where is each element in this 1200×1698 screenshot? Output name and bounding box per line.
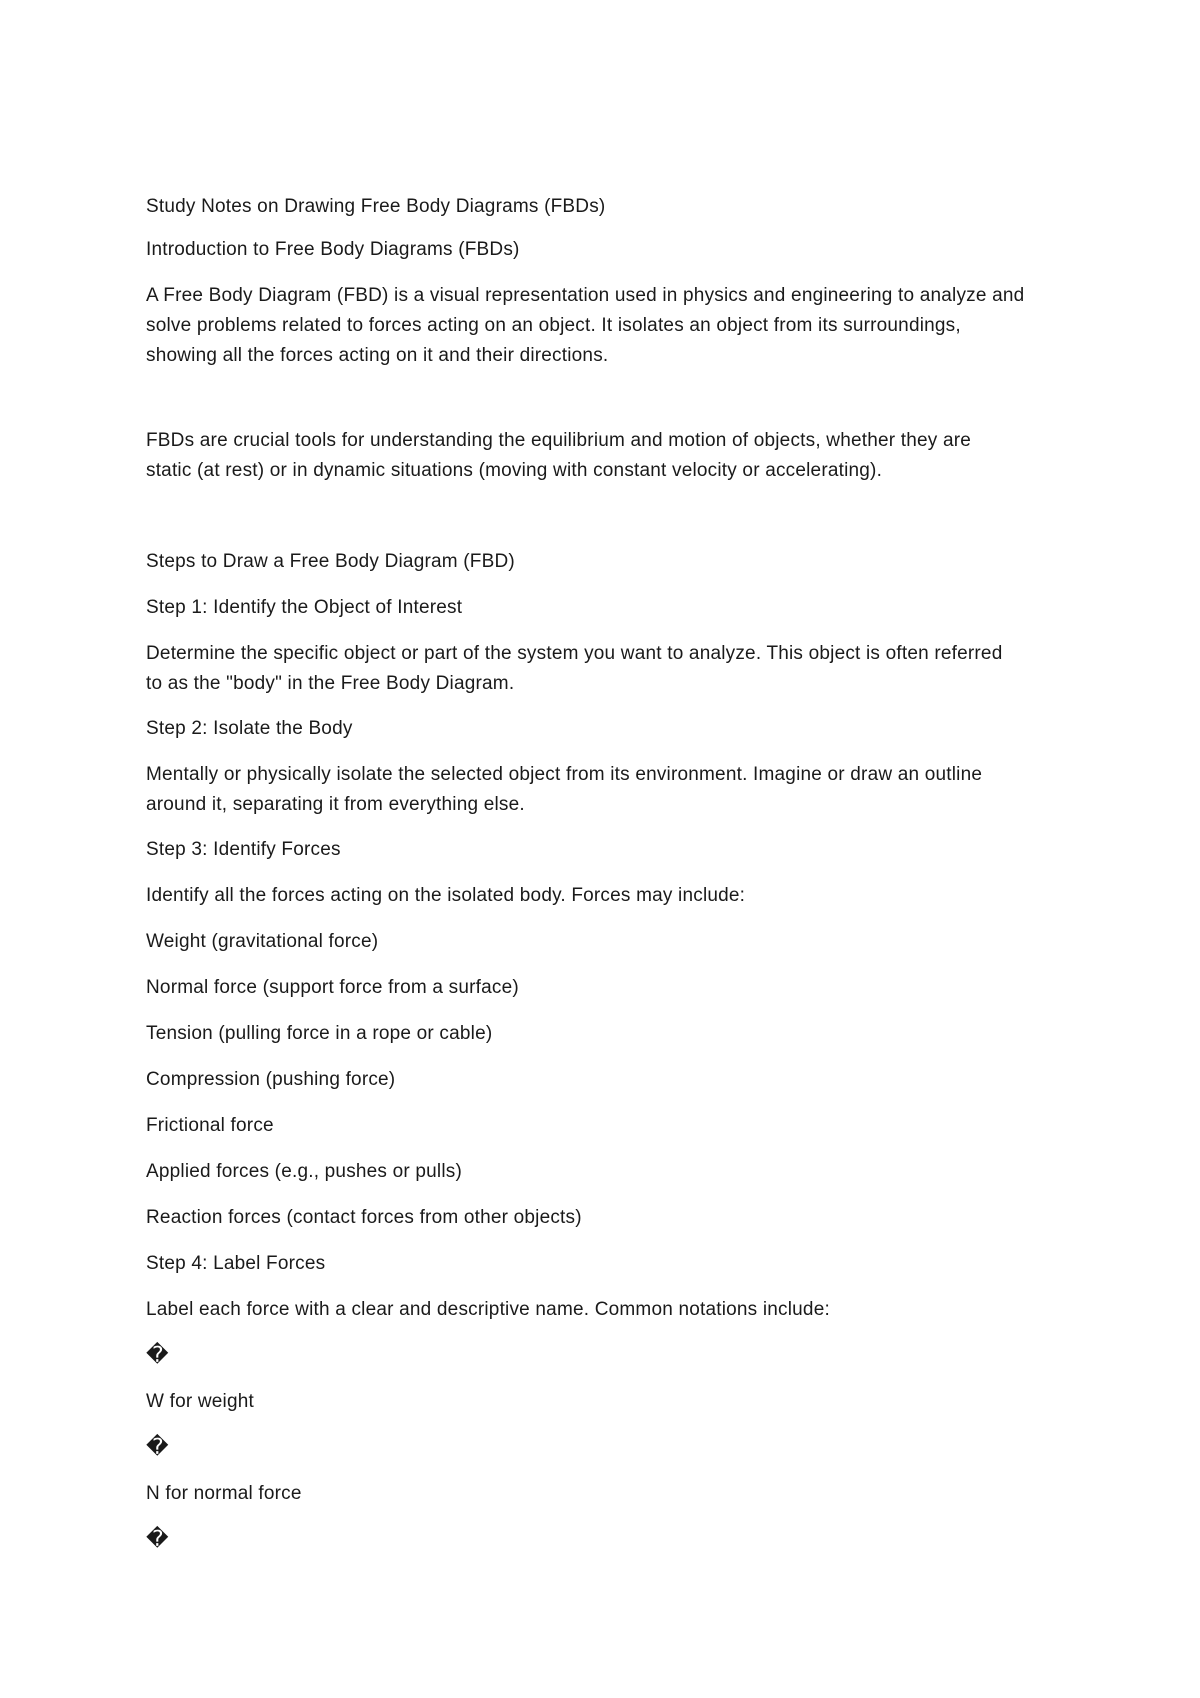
intro-heading: Introduction to Free Body Diagrams (FBDs) xyxy=(146,239,520,260)
step-4-heading: Step 4: Label Forces xyxy=(146,1253,326,1274)
force-item: Tension (pulling force in a rope or cable) xyxy=(146,1023,493,1044)
intro-p2-line: static (at rest) or in dynamic situations (moving with constant velocity or accelerating). xyxy=(146,460,883,481)
step-2-heading: Step 2: Isolate the Body xyxy=(146,718,353,739)
intro-p2-line: FBDs are crucial tools for understanding the equilibrium and motion of objects, whether they are xyxy=(146,430,972,451)
step-3-heading: Step 3: Identify Forces xyxy=(146,839,341,860)
force-item: Applied forces (e.g., pushes or pulls) xyxy=(146,1161,462,1182)
step-2-line: Mentally or physically isolate the selected object from its environment. Imagine or draw an outline xyxy=(146,764,983,785)
step-4-intro: Label each force with a clear and descriptive name. Common notations include: xyxy=(146,1299,830,1320)
force-item: Weight (gravitational force) xyxy=(146,931,379,952)
force-item: Normal force (support force from a surface) xyxy=(146,977,519,998)
document-title: Study Notes on Drawing Free Body Diagrams (FBDs) xyxy=(146,196,606,217)
intro-paragraph-2 xyxy=(146,426,1076,547)
intro-p1-line: A Free Body Diagram (FBD) is a visual representation used in physics and engineering to analyze and xyxy=(146,285,1025,306)
step-2-text xyxy=(146,760,1076,835)
force-item: Frictional force xyxy=(146,1115,274,1136)
forces-list xyxy=(146,927,1076,1249)
replacement-glyph: � xyxy=(146,1527,169,1552)
step-3-intro: Identify all the forces acting on the isolated body. Forces may include: xyxy=(146,885,746,906)
step-1-line: to as the "body" in the Free Body Diagram. xyxy=(146,673,515,694)
step-1-line: Determine the specific object or part of the system you want to analyze. This object is often referred xyxy=(146,643,1003,664)
force-item: Compression (pushing force) xyxy=(146,1069,396,1090)
steps-heading: Steps to Draw a Free Body Diagram (FBD) xyxy=(146,551,515,572)
intro-paragraph-1 xyxy=(146,281,1076,426)
step-1-text xyxy=(146,639,1076,714)
notation-weight: W for weight xyxy=(146,1391,254,1412)
notation-normal: N for normal force xyxy=(146,1483,302,1504)
step-2-line: around it, separating it from everything else. xyxy=(146,794,525,815)
step-1-heading: Step 1: Identify the Object of Interest xyxy=(146,597,463,618)
replacement-glyph: � xyxy=(146,1435,169,1460)
replacement-glyph: � xyxy=(146,1343,169,1368)
intro-p1-line: showing all the forces acting on it and their directions. xyxy=(146,345,609,366)
intro-p1-line: solve problems related to forces acting on an object. It isolates an object from its surroundings, xyxy=(146,315,961,336)
force-item: Reaction forces (contact forces from other objects) xyxy=(146,1207,582,1228)
document-body xyxy=(146,192,1076,1571)
